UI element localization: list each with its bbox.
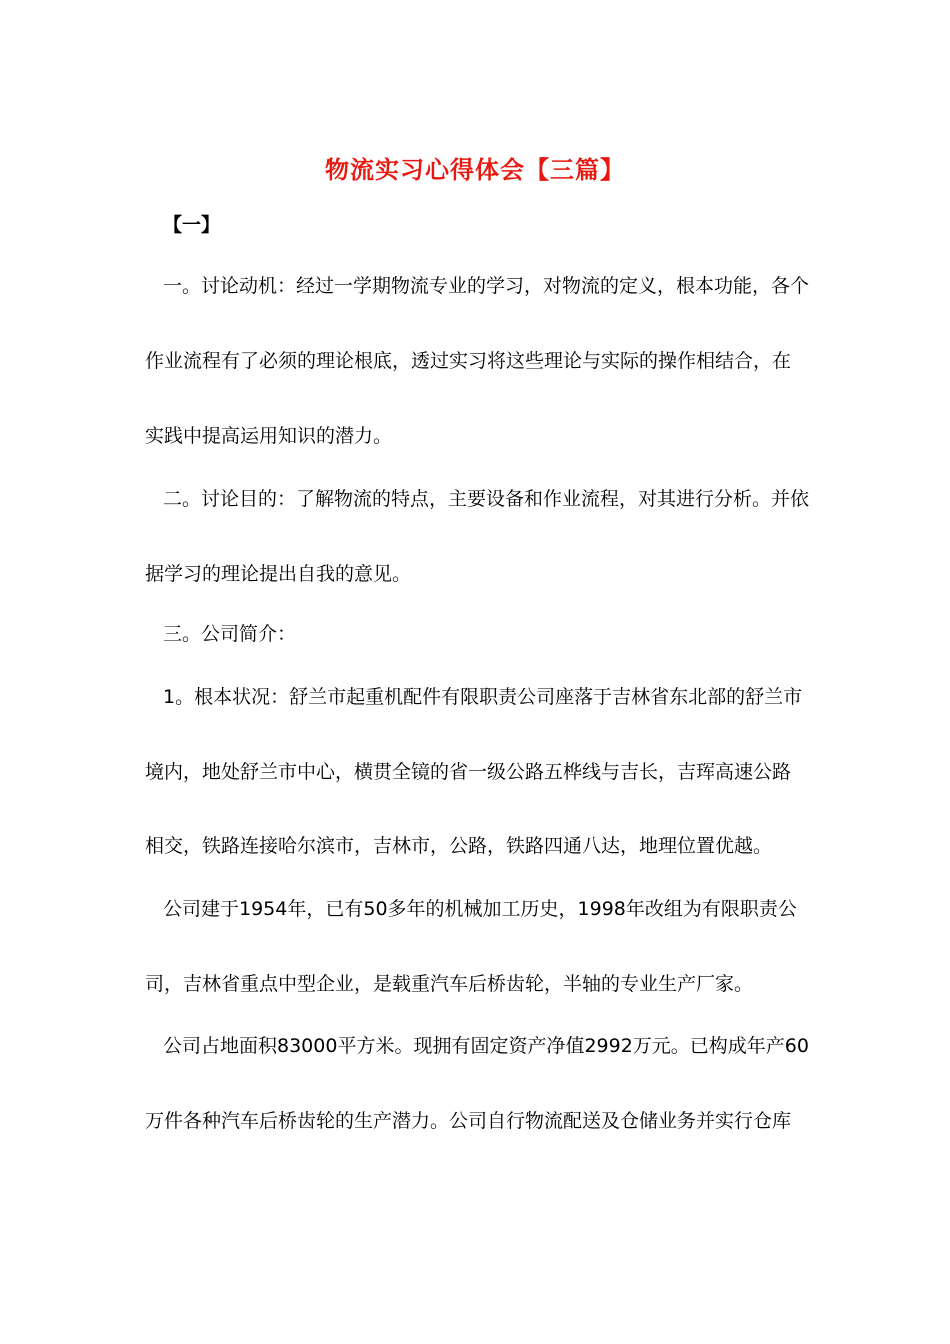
paragraph-line: 三。公司简介： (163, 623, 297, 645)
paragraph-line: 一。讨论动机：经过一学期物流专业的学习，对物流的定义，根本功能，各个 (163, 275, 810, 297)
paragraph-line: 1。根本状况：舒兰市起重机配件有限职责公司座落于吉林省东北部的舒兰市 (163, 686, 803, 708)
document-title: 物流实习心得体会【三篇】 (325, 156, 625, 184)
paragraph-line: 作业流程有了必须的理论根底，透过实习将这些理论与实际的操作相结合，在 (145, 350, 792, 372)
paragraph-line: 实践中提高运用知识的潜力。 (145, 425, 393, 447)
paragraph-line: 据学习的理论提出自我的意见。 (145, 563, 412, 585)
paragraph-line: 公司占地面积83000平方米。现拥有固定资产净值2992万元。已构成年产60 (163, 1035, 809, 1057)
paragraph-line: 司，吉林省重点中型企业，是载重汽车后桥齿轮，半轴的专业生产厂家。 (145, 973, 754, 995)
paragraph-line: 公司建于1954年，已有50多年的机械加工历史，1998年改组为有限职责公 (163, 898, 797, 920)
paragraph-line: 二。讨论目的：了解物流的特点，主要设备和作业流程，对其进行分析。并依 (163, 488, 810, 510)
paragraph-line: 境内，地处舒兰市中心，横贯全镜的省一级公路五桦线与吉长，吉珲高速公路 (145, 761, 792, 783)
section-label: 【一】 (163, 214, 221, 236)
paragraph-line: 万件各种汽车后桥齿轮的生产潜力。公司自行物流配送及仓储业务并实行仓库 (145, 1110, 792, 1132)
paragraph-line: 相交，铁路连接哈尔滨市，吉林市，公路，铁路四通八达，地理位置优越。 (145, 835, 773, 857)
